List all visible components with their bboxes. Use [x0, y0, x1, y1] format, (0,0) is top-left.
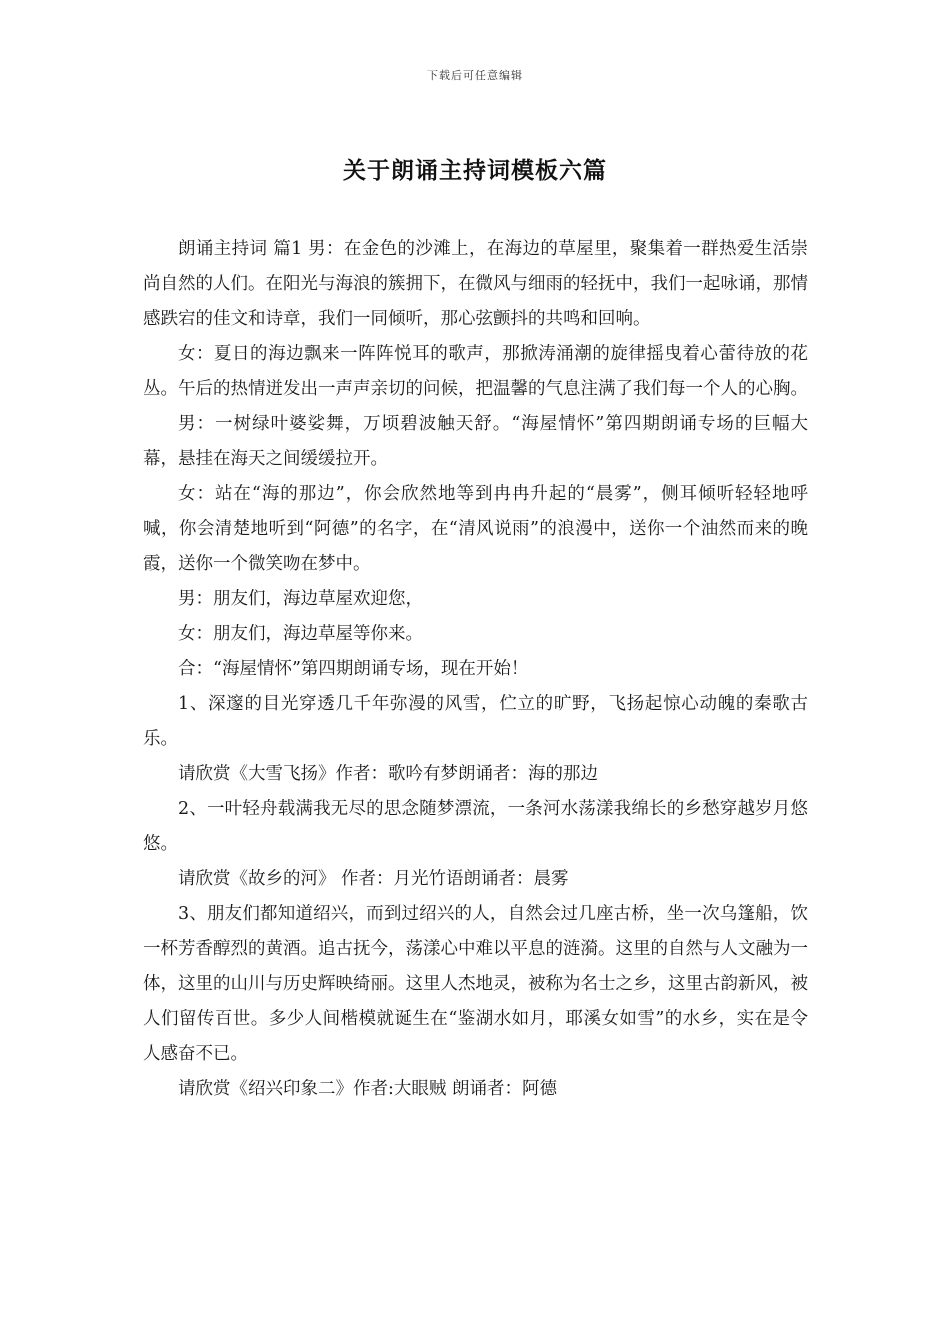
paragraph: 女：站在“海的那边”，你会欣然地等到冉冉升起的“晨雾”，侧耳倾听轻轻地呼喊，你会清楚地听到“阿德”的名字，在“清风说雨”的浪漫中，送你一个油然而来的晚霞，送你一个微笑吻在梦中。	[143, 484, 808, 574]
paragraph: 请欣赏《绍兴印象二》作者:大眼贼 朗诵者：阿德	[178, 1079, 557, 1099]
paragraph: 请欣赏《故乡的河》 作者：月光竹语朗诵者：晨雾	[178, 869, 569, 889]
paragraph: 3、朋友们都知道绍兴，而到过绍兴的人，自然会过几座古桥，坐一次乌篷船，饮一杯芳香醇烈的黄酒。追古抚今，荡漾心中难以平息的涟漪。这里的自然与人文融为一体，这里的山川与历史辉映绮丽。这里人杰地灵，被称为名士之乡，这里古韵新风，被人们留传百世。多少人间楷模就诞生在“鉴湖水如月，耶溪女如雪”的水乡，实在是令人感奋不已。	[143, 904, 808, 1064]
paragraph: 请欣赏《大雪飞扬》作者：歌吟有梦朗诵者：海的那边	[178, 764, 598, 784]
paragraph: 朗诵主持词 篇1 男：在金色的沙滩上，在海边的草屋里，聚集着一群热爱生活崇尚自然的人们。在阳光与海浪的簇拥下，在微风与细雨的轻抚中，我们一起咏诵，那情感跌宕的佳文和诗章，我们一同倾听，那心弦颤抖的共鸣和回响。	[143, 239, 808, 329]
header-note: 下载后可任意编辑	[427, 69, 523, 82]
document-title: 关于朗诵主持词模板六篇	[343, 157, 607, 184]
paragraph: 2、一叶轻舟载满我无尽的思念随梦漂流，一条河水荡漾我绵长的乡愁穿越岁月悠悠。	[143, 799, 808, 854]
paragraph: 男：一树绿叶婆娑舞，万顷碧波触天舒。“海屋情怀”第四期朗诵专场的巨幅大幕，悬挂在海天之间缓缓拉开。	[143, 414, 808, 469]
paragraph: 男：朋友们，海边草屋欢迎您，	[178, 589, 423, 609]
paragraph: 1、深邃的目光穿透几千年弥漫的风雪，伫立的旷野，飞扬起惊心动魄的秦歌古乐。	[143, 694, 808, 749]
paragraph: 合：“海屋情怀”第四期朗诵专场，现在开始！	[178, 659, 529, 679]
document-body	[143, 232, 808, 1107]
paragraph: 女：朋友们，海边草屋等你来。	[178, 624, 423, 644]
paragraph: 女：夏日的海边飘来一阵阵悦耳的歌声，那掀涛涌潮的旋律摇曳着心蕾待放的花丛。午后的热情迸发出一声声亲切的问候，把温馨的气息注满了我们每一个人的心胸。	[143, 344, 808, 399]
